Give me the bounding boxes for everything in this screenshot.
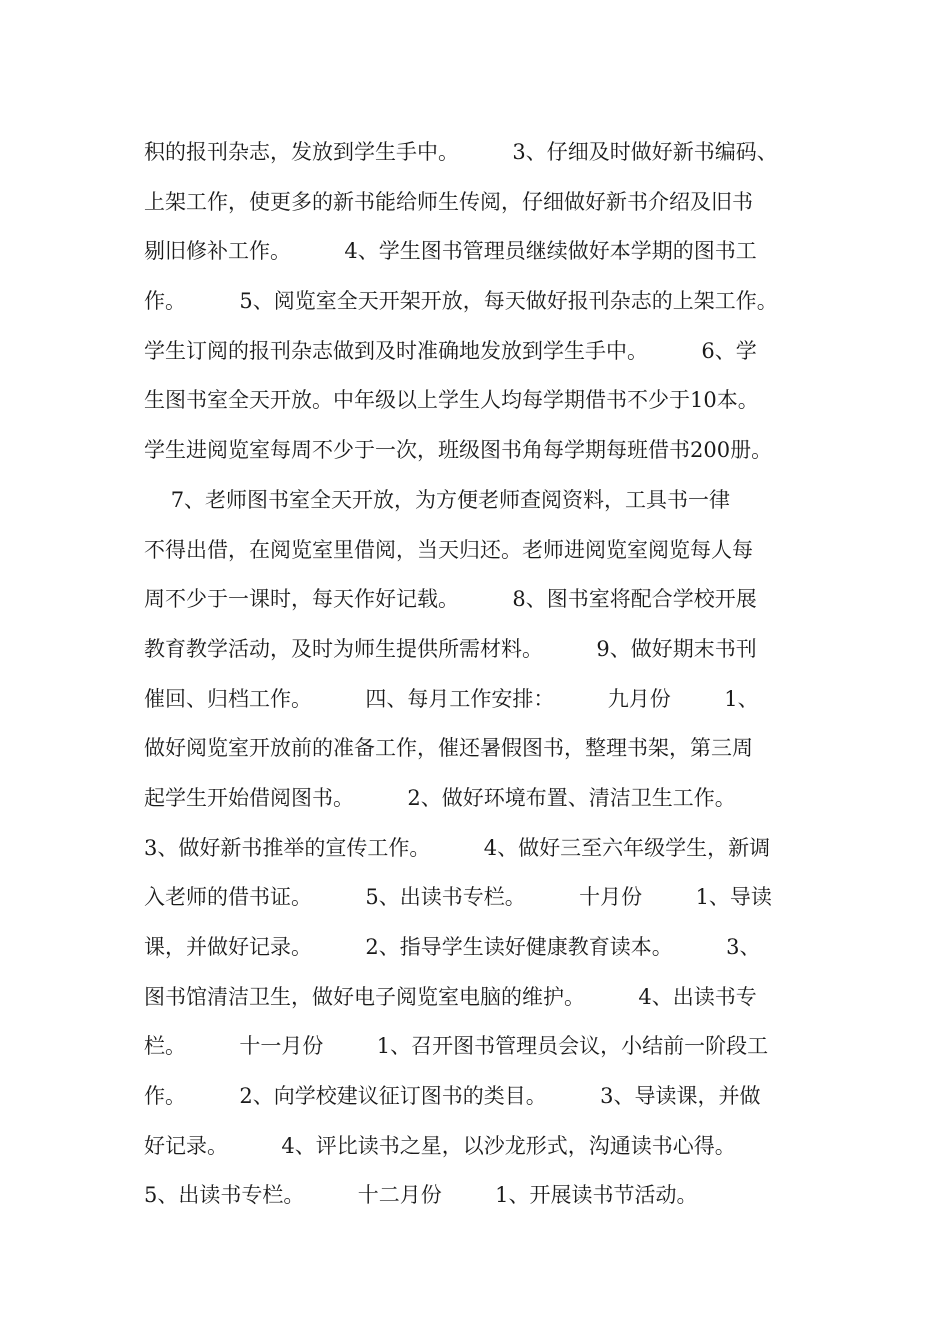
text-line: 教育教学活动，及时为师生提供所需材料。 9、做好期末书刊	[144, 636, 757, 661]
text-line: 5、出读书专栏。 十二月份 1、开展读书节活动。	[144, 1183, 698, 1208]
text-line: 不得出借，在阅览室里借阅，当天归还。老师进阅览室阅览每人每	[144, 537, 753, 562]
text-line: 入老师的借书证。 5、出读书专栏。 十月份 1、导读	[144, 885, 772, 910]
text-line: 生图书室全天开放。中年级以上学生人均每学期借书不少于10本。	[144, 388, 759, 413]
text-line: 作。 2、向学校建议征订图书的类目。 3、导读课，并做	[144, 1084, 761, 1109]
text-line: 图书馆清洁卫生，做好电子阅览室电脑的维护。 4、出读书专	[144, 984, 757, 1009]
text-line: 课，并做好记录。 2、指导学生读好健康教育读本。 3、	[144, 935, 761, 959]
text-line: 栏。 十一月份 1、召开图书管理员会议，小结前一阶段工	[144, 1034, 769, 1059]
document-body	[144, 128, 824, 1221]
text-line: 作。 5、阅览室全天开架开放，每天做好报刊杂志的上架工作。	[144, 289, 778, 314]
text-line: 上架工作，使更多的新书能给师生传阅，仔细做好新书介绍及旧书	[144, 189, 753, 214]
text-line: 周不少于一课时，每天作好记载。 8、图书室将配合学校开展	[144, 587, 757, 612]
text-line: 学生进阅览室每周不少于一次，班级图书角每学期每班借书200册。	[144, 438, 773, 463]
text-line: 3、做好新书推举的宣传工作。 4、做好三至六年级学生，新调	[144, 835, 771, 860]
text-line: 催回、归档工作。 四、每月工作安排： 九月份 1、	[144, 686, 759, 711]
text-line: 做好阅览室开放前的准备工作，催还暑假图书，整理书架，第三周	[144, 736, 753, 761]
text-line: 积的报刊杂志，发放到学生手中。 3、仔细及时做好新书编码、	[144, 140, 778, 164]
text-line: 剔旧修补工作。 4、学生图书管理员继续做好本学期的图书工	[144, 239, 757, 264]
text-line: 7、老师图书室全天开放，为方便老师查阅资料，工具书一律	[144, 487, 731, 512]
text-line: 起学生开始借阅图书。 2、做好环境布置、清洁卫生工作。	[144, 785, 736, 810]
text-line: 好记录。 4、评比读书之星，以沙龙形式，沟通读书心得。	[144, 1133, 736, 1158]
text-line: 学生订阅的报刊杂志做到及时准确地发放到学生手中。 6、学	[144, 338, 757, 363]
